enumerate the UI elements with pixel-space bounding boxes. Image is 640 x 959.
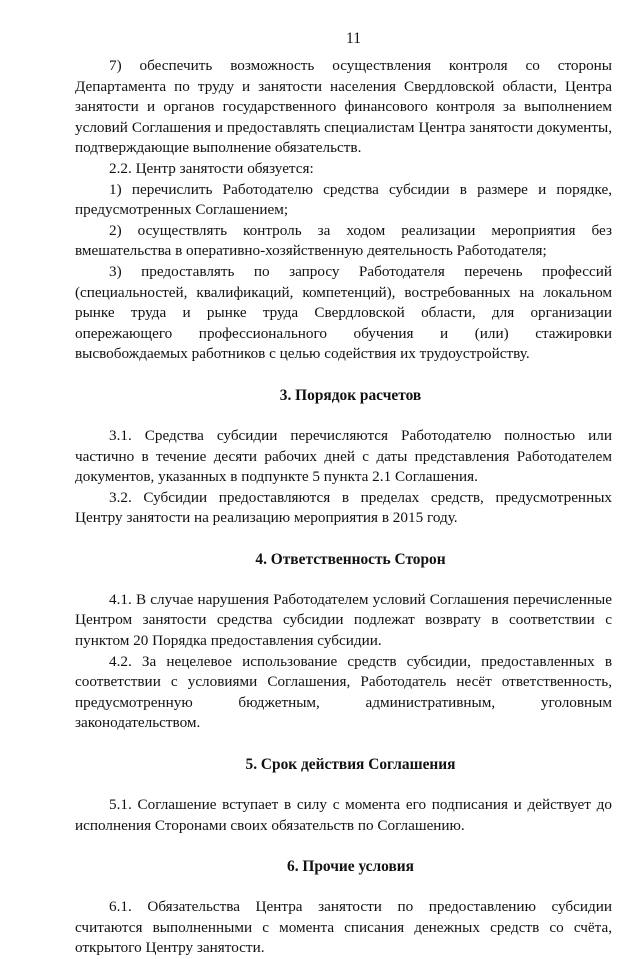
paragraph-3-2: 3.2. Субсидии предоставляются в пределах средств, предусмотренных Центру занятости на реализацию мероприятия в 2015 году. xyxy=(75,488,612,527)
paragraph-4-1: 4.1. В случае нарушения Работодателем условий Соглашения перечисленные Центром занятости средства субсидии подлежат возврату в соответствии с пунктом 20 Порядка предоставления субсидии. xyxy=(75,590,612,650)
paragraph-6-1: 6.1. Обязательства Центра занятости по предоставлению субсидии считаются выполненными с момента списания денежных средств со счёта, открытого Центру занятости. xyxy=(75,898,612,957)
section-4-heading: 4. Ответственность Сторон xyxy=(255,550,446,568)
paragraph-2-1-7: 7) обеспечить возможность осуществления контроля со стороны Департамента по труду и занятости населения Свердловской области, Центра занятости и органов государственного финансового контроля за выполнением условий Соглашения и предоставлять специалистам Центра занятости документы, подтверждающие выполнение обязательств. xyxy=(75,57,612,157)
paragraph-2-2: 2.2. Центр занятости обязуется: xyxy=(109,159,314,177)
section-6-heading: 6. Прочие условия xyxy=(287,858,414,876)
paragraph-5-1: 5.1. Соглашение вступает в силу с момента его подписания и действует до исполнения Сторонами своих обязательств по Соглашению. xyxy=(75,796,612,834)
paragraph-3-1: 3.1. Средства субсидии перечисляются Работодателю полностью или частично в течение десяти рабочих дней с даты представления Работодателем документов, указанных в подпункте 5 пункта 2.1 Соглашения. xyxy=(75,426,612,486)
section-3-heading: 3. Порядок расчетов xyxy=(279,386,422,404)
paragraph-4-2: 4.2. За нецелевое использование средств субсидии, предоставленных в соответствии с условиями Соглашения, Работодатель несёт ответственность, предусмотренную бюджетным, административным, уголовным законодательством. xyxy=(75,652,612,732)
paragraph-2-2-2: 2) осуществлять контроль за ходом реализации мероприятия без вмешательства в оперативно-хозяйственную деятельность Работодателя; xyxy=(75,221,612,260)
paragraph-2-2-1: 1) перечислить Работодателю средства субсидии в размере и порядке, предусмотренных Соглашением; xyxy=(75,180,612,219)
section-5-heading: 5. Срок действия Соглашения xyxy=(245,756,456,774)
page-number: 11 xyxy=(346,30,361,47)
paragraph-2-2-3: 3) предоставлять по запросу Работодателя перечень профессий (специальностей, квалификаций, компетенций), востребованных на локальном рынке труда и рынке труда Свердловской области, для организации опережающего профессионального обучения и (или) стажировки высвобождаемых работников с целью содействия их трудоустройству. xyxy=(75,262,612,363)
